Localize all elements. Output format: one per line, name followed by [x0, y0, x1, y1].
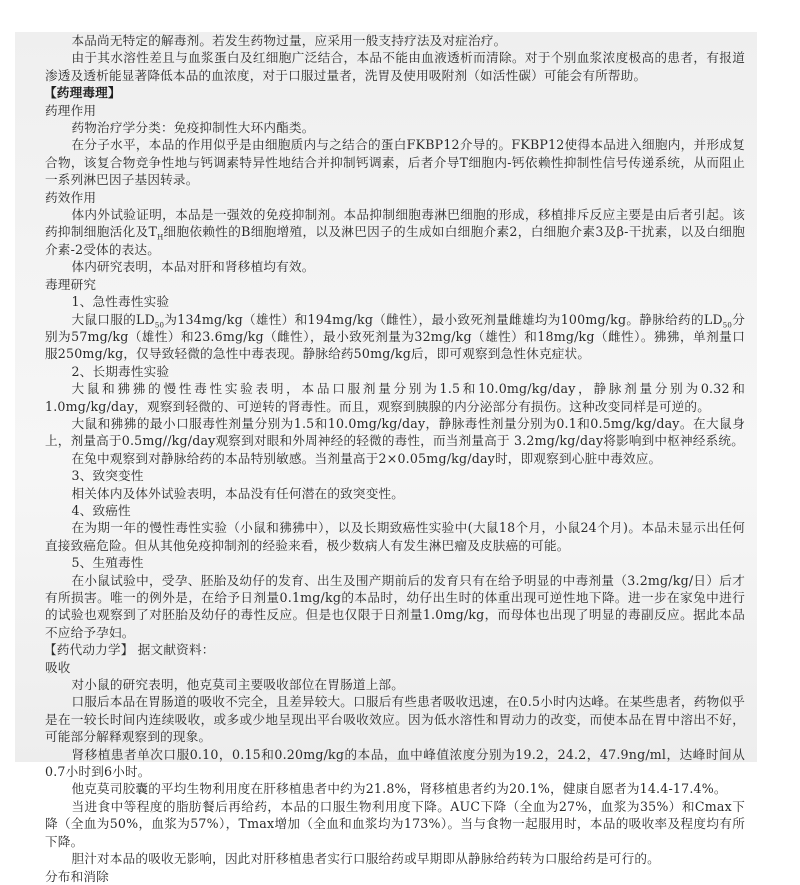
pharmacodynamics-paragraph-2: 体内研究表明，本品对肝和肾移植均有效。 — [71, 259, 315, 275]
heading-toxicology: 毒理研究 — [45, 276, 97, 292]
absorption-paragraph-4: 他克莫司胶囊的平均生物利用度在肝移植患者中约为21.8%，肾移植患者约为20.1%，健康自愿者为14.4-17.4%。 — [71, 781, 727, 797]
section-source-note: 据文献资料： — [133, 642, 215, 658]
heading-absorption: 吸收 — [45, 659, 71, 675]
pharmacodynamics-paragraph-1 — [45, 206, 745, 258]
absorption-paragraph-1: 对小鼠的研究表明，他克莫司主要吸收部位在胃肠道上部。 — [71, 677, 405, 693]
heading-chronic-toxicity: 2、长期毒性实验 — [71, 363, 170, 379]
heading-distribution-elimination: 分布和消除 — [45, 868, 109, 884]
heading-reproductive-toxicity: 5、生殖毒性 — [71, 555, 144, 571]
section-title-text: 【药代动力学】 — [44, 642, 134, 658]
text-run: 体内外试验证明，本品是一强效的免疫抑制剂。本品抑制细胞毒淋巴细胞的形成，移植排斥反应主要是由后者引起。该药抑制细胞活化及T — [45, 207, 745, 240]
text-run: 细胞依赖性的B细胞增殖，以及淋巴因子的生成如白细胞介素2，白细胞介素3及β-干扰素，以及白细胞介素-2受体的表达。 — [45, 224, 745, 257]
pharmacology-paragraph-1: 药物治疗学分类：免疫抑制性大环内酯类。 — [71, 120, 315, 136]
text-run: 分别为57mg/kg（雄性）和23.6mg/kg（雌性），最小致死剂量为32mg/kg（雄性）和18mg/kg（雌性）。狒狒，单剂量口服250mg/kg，仅导致轻微的急性中毒表现。静脉给药50mg/kg后，即可观察到急性休克症状。 — [45, 311, 745, 362]
absorption-paragraph-2: 口服后本品在胃肠道的吸收不完全，且差异较大。口服后有些患者吸收迅速，在0.5小时内达峰。在某些患者，药物似乎是在一较长时间内连续吸收，或多或少地呈现出平台吸收效应。因为低水溶性和胃动力的改变，而使本品在胃中溶出不好，可能部分解释观察到的现象。 — [45, 694, 745, 745]
acute-toxicity-paragraph — [45, 311, 745, 363]
subscript: H — [157, 233, 164, 242]
absorption-paragraph-5: 当进食中等程度的脂肪餐后再给药，本品的口服生物利用度下降。AUC下降（全血为27%，血浆为35%）和Cmax下降（全血为50%，血浆为57%），Tmax增加（全血和血浆均为173%）。当与食物一起服用时，本品的吸收率及程度均有所下降。 — [45, 798, 745, 849]
heading-mutagenicity: 3、致突变性 — [71, 468, 144, 484]
document-page — [15, 32, 757, 884]
absorption-paragraph-6: 胆汁对本品的吸收无影响，因此对肝移植患者实行口服给药或早期即从静脉给药转为口服给药是可行的。 — [71, 851, 660, 867]
subscript: 50 — [722, 321, 733, 330]
chronic-toxicity-paragraph-2: 大鼠和狒狒的最小口服毒性剂量分别为1.5和10.0mg/kg/day，静脉毒性剂量分别为0.1和0.5mg/kg/day。在大鼠身上，剂量高于0.5mg//kg/day观察到对眼和外周神经的轻微的毒性，而当剂量高于 3.2mg/kg/day将影响到中枢神经系统。 — [45, 415, 745, 449]
absorption-paragraph-3: 肾移植患者单次口服0.10，0.15和0.20mg/kg的本品，血中峰值浓度分别为19.2，24.2，47.9ng/ml，达峰时间从0.7小时到6小时。 — [45, 746, 745, 780]
chronic-toxicity-paragraph-1: 大鼠和狒狒的慢性毒性实验表明，本品口服剂量分别为1.5和10.0mg/kg/day，静脉剂量分别为0.32和1.0mg/kg/day，观察到轻微的、可逆转的肾毒性。而且，观察到胰腺的内分泌部分有损伤。这种改变同样是可逆的。 — [45, 381, 745, 414]
overdose-paragraph-2: 由于其水溶性差且与血浆蛋白及红细胞广泛结合，本品不能由血液透析而清除。对于个别血浆浓度极高的患者，有报道渗透及透析能显著降低本品的血浓度，对于口服过量者，洗胃及使用吸附剂（如活性碳）可能会有所帮助。 — [45, 50, 745, 83]
carcinogenicity-paragraph: 在为期一年的慢性毒性实验（小鼠和狒狒中），以及长期致癌性实验中(大鼠18个月，小鼠24个月)。本品未显示出任何直接致癌危险。但从其他免疫抑制剂的经验来看，极少数病人有发生淋巴瘤及皮肤癌的可能。 — [45, 520, 745, 553]
text-run: 为134mg/kg（雄性）和194mg/kg（雌性），最小致死剂量雌雄均为100mg/kg。静脉给药的LD — [164, 311, 723, 327]
heading-pharmacology: 药理作用 — [45, 102, 97, 118]
heading-acute-toxicity: 1、急性毒性实验 — [71, 294, 170, 310]
pharmacology-paragraph-2: 在分子水平，本品的作用似乎是由细胞质内与之结合的蛋白FKBP12介导的。FKBP12使得本品进入细胞内，并形成复合物，该复合物竞争性地与钙调素特异性地结合并抑制钙调素，后者介导T细胞内-钙依赖性抑制性信号传递系统，从而阻止一系列淋巴因子基因转录。 — [45, 137, 745, 188]
mutagenicity-paragraph: 相关体内及体外试验表明，本品没有任何潜在的致突变性。 — [71, 485, 405, 501]
heading-carcinogenicity: 4、致癌性 — [71, 502, 131, 518]
heading-pharmacodynamics: 药效作用 — [45, 189, 97, 205]
reproductive-toxicity-paragraph: 在小鼠试验中，受孕、胚胎及幼仔的发育、出生及围产期前后的发育只有在给予明显的中毒剂量（3.2mg/kg/日）后才有所损害。唯一的例外是，在给予日剂量0.1mg/kg的本品时，幼仔出生时的体重出现可逆性地下降。进一步在家兔中进行的试验也观察到了对胚胎及幼仔的毒性反应。但是也仅限于日剂量1.0mg/kg，而母体也出现了明显的毒副反应。据此本品不应给予孕妇。 — [45, 572, 745, 640]
section-title-pharmacokinetics — [44, 641, 745, 658]
section-title-pharm-tox: 【药理毒理】 — [44, 85, 121, 101]
text-run: 大鼠口服的LD — [71, 311, 155, 327]
subscript: 50 — [154, 321, 165, 330]
overdose-paragraph-1: 本品尚无特定的解毒剂。若发生药物过量，应采用一般支持疗法及对症治疗。 — [71, 33, 507, 48]
chronic-toxicity-paragraph-3: 在兔中观察到对静脉给药的本品特别敏感。当剂量高于2×0.05mg/kg/day时，即观察到心脏中毒效应。 — [71, 450, 662, 466]
